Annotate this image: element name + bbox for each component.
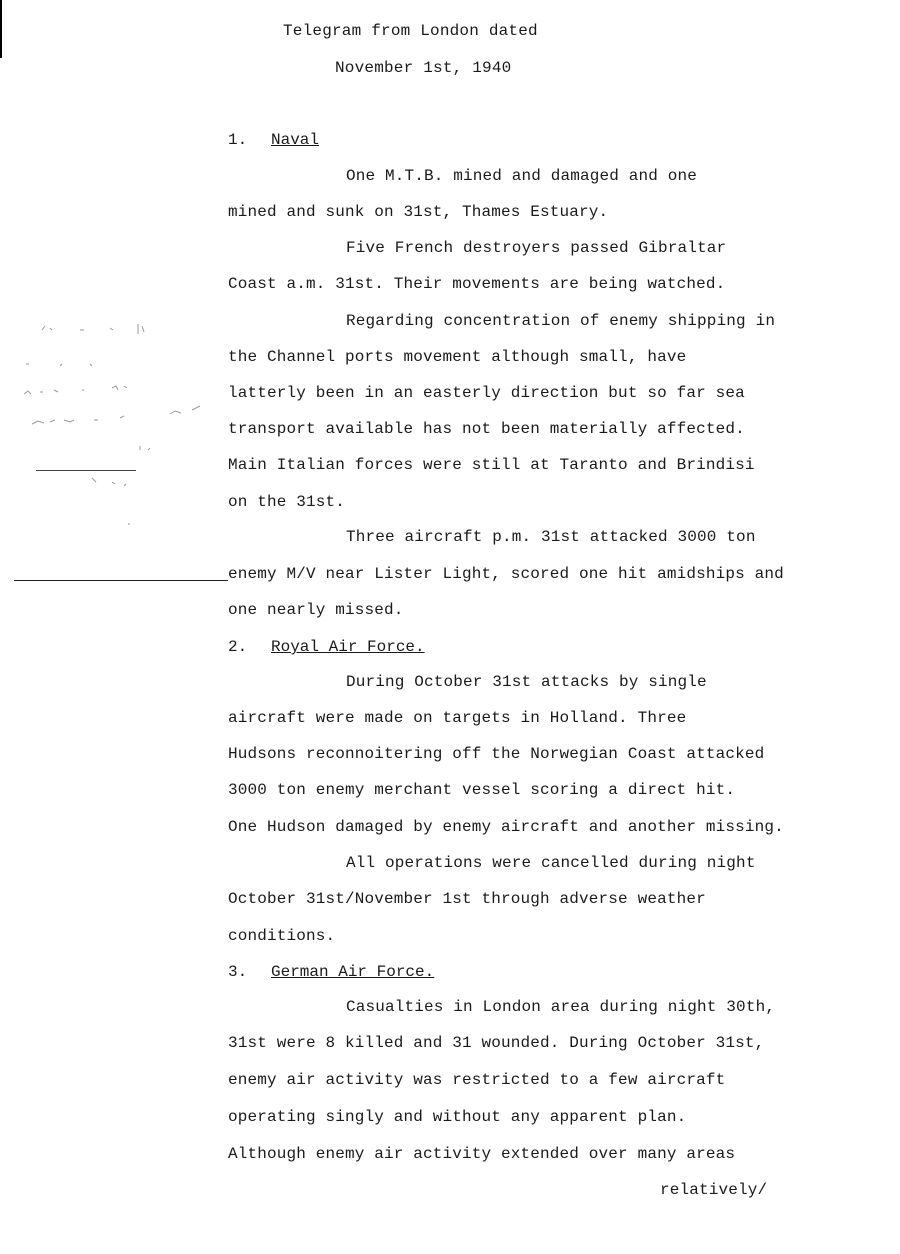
body-line: One M.T.B. mined and damaged and one (346, 167, 698, 185)
continuation-catchword: relatively/ (660, 1181, 768, 1199)
body-line: Five French destroyers passed Gibraltar (346, 239, 727, 257)
body-line: on the 31st. (228, 493, 346, 511)
body-line: latterly been in an easterly direction but so far sea (228, 384, 745, 402)
telegram-heading: Telegram from London dated (283, 22, 538, 40)
body-line: One Hudson damaged by enemy aircraft and another missing. (228, 818, 784, 836)
margin-rule (14, 580, 228, 581)
section-number: 1. (228, 131, 248, 149)
body-line: Although enemy air activity extended over many areas (228, 1145, 736, 1163)
section-number: 2. (228, 638, 248, 656)
section-title-gaf: German Air Force. (271, 963, 435, 981)
telegram-date: November 1st, 1940 (335, 59, 512, 77)
body-line: Hudsons reconnoitering off the Norwegian Coast attacked (228, 745, 765, 763)
body-line: aircraft were made on targets in Holland. Three (228, 709, 687, 727)
body-line: operating singly and without any apparent plan. (228, 1108, 687, 1126)
body-line: Three aircraft p.m. 31st attacked 3000 ton (346, 528, 756, 546)
body-line: transport available has not been materially affected. (228, 420, 745, 438)
body-line: Coast a.m. 31st. Their movements are being watched. (228, 275, 726, 293)
body-line: Main Italian forces were still at Taranto and Brindisi (228, 456, 755, 474)
body-line: October 31st/November 1st through adverse weather (228, 890, 706, 908)
body-line: enemy air activity was restricted to a few aircraft (228, 1071, 726, 1089)
margin-pencil-marks (20, 318, 230, 528)
body-line: enemy M/V near Lister Light, scored one hit amidships and (228, 565, 784, 583)
body-line: During October 31st attacks by single (346, 673, 707, 691)
page-edge-mark (0, 0, 2, 58)
body-line: mined and sunk on 31st, Thames Estuary. (228, 203, 609, 221)
body-line: Casualties in London area during night 30th, (346, 998, 776, 1016)
section-number: 3. (228, 963, 248, 981)
section-title-raf: Royal Air Force. (271, 638, 425, 656)
body-line: Regarding concentration of enemy shipping in (346, 312, 776, 330)
body-line: the Channel ports movement although small, have (228, 348, 687, 366)
body-line: All operations were cancelled during night (346, 854, 756, 872)
body-line: 3000 ton enemy merchant vessel scoring a direct hit. (228, 781, 736, 799)
body-line: conditions. (228, 927, 336, 945)
body-line: 31st were 8 killed and 31 wounded. During October 31st, (228, 1034, 765, 1052)
body-line: one nearly missed. (228, 601, 404, 619)
section-title-naval: Naval (271, 131, 320, 149)
